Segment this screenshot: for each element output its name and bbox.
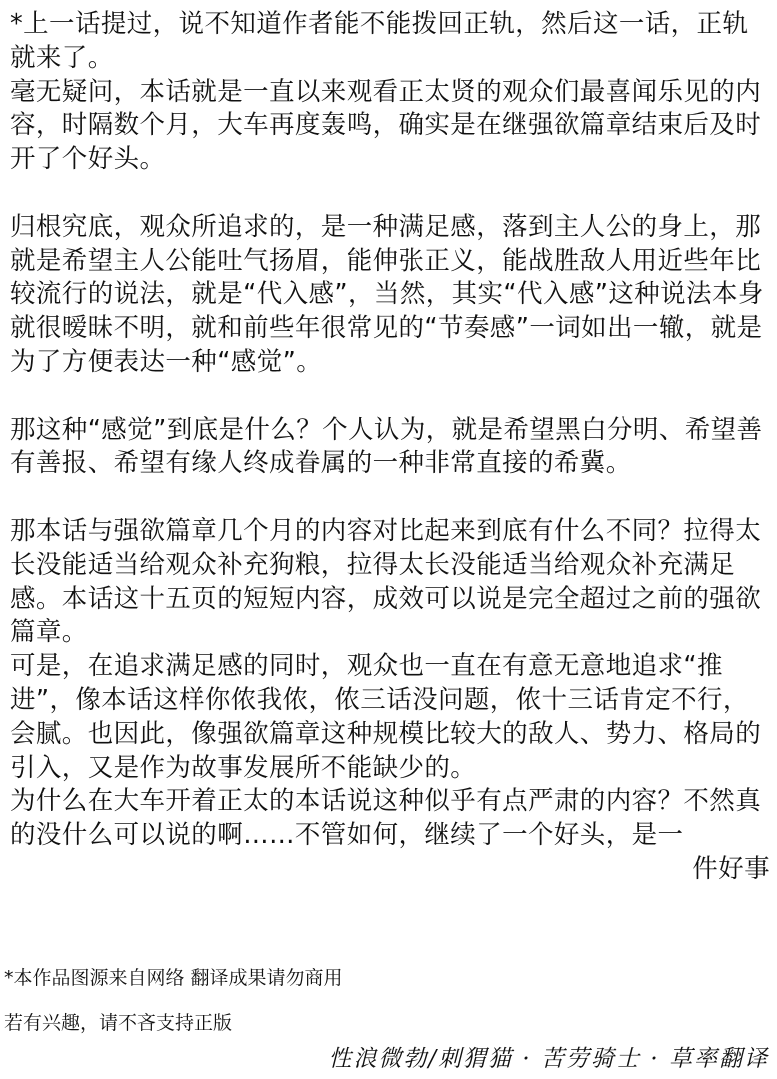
paragraph-7: 为什么在大车开着正太的本话说这种似乎有点严肃的内容？不然真的没什么可以说的啊……不管如何，继续了一个好头，是一 xyxy=(10,786,762,851)
blank-line xyxy=(10,177,774,211)
blank-line xyxy=(10,380,774,414)
paragraph-4: 那这种“感觉”到底是什么？个人认为，就是希望黑白分明、希望善有善报、希望有缘人终成眷属的一种非常直接的希冀。 xyxy=(10,414,763,479)
support-notice: 若有兴趣，请不吝支持正版 xyxy=(4,1012,233,1034)
paragraph-5: 那本话与强欲篇章几个月的内容对比起来到底有什么不同？拉得太长没能适当给观众补充狗粮，拉得太长没能适当给观众补充满足感。本话这十五页的短短内容，成效可以说是完全超过之前的强欲篇章。 xyxy=(10,515,762,648)
paragraph-2: 毫无疑问，本话就是一直以来观看正太贤的观众们最喜闻乐见的内容，时隔数个月，大车再度轰鸣，确实是在继强欲篇章结束后及时开了个好头。 xyxy=(10,76,762,175)
article-body xyxy=(10,8,774,887)
blank-line xyxy=(10,481,774,515)
paragraph-1: *上一话提过，说不知道作者能不能拨回正轨，然后这一话，正轨就来了。 xyxy=(10,9,749,73)
paragraph-6: 可是，在追求满足感的同时，观众也一直在有意无意地追求“推进”，像本话这样你侬我侬，侬三话没问题，侬十三话肯定不行，会腻。也因此，像强欲篇章这种规模比较大的敌人、势力、格局的引入，又是作为故事发展所不能缺少的。 xyxy=(10,651,762,783)
paragraph-3: 归根究底，观众所追求的，是一种满足感，落到主人公的身上，那就是希望主人公能吐气扬眉，能伸张正义，能战胜敌人用近些年比较流行的说法，就是“代入感”，当然，其实“代入感”这种说法本身就很暧昧不明，就和前些年很常见的“节奏感”一词如出一辙，就是为了方便表达一种“感觉”。 xyxy=(10,211,764,377)
paragraph-7-tail: 件好事 xyxy=(692,853,770,884)
translator-credits: 性浪微勃/刺猬猫 · 苦劳骑士 · 草率翻译 xyxy=(328,1046,769,1072)
copyright-notice: *本作品图源来自网络 翻译成果请勿商用 xyxy=(4,967,343,989)
